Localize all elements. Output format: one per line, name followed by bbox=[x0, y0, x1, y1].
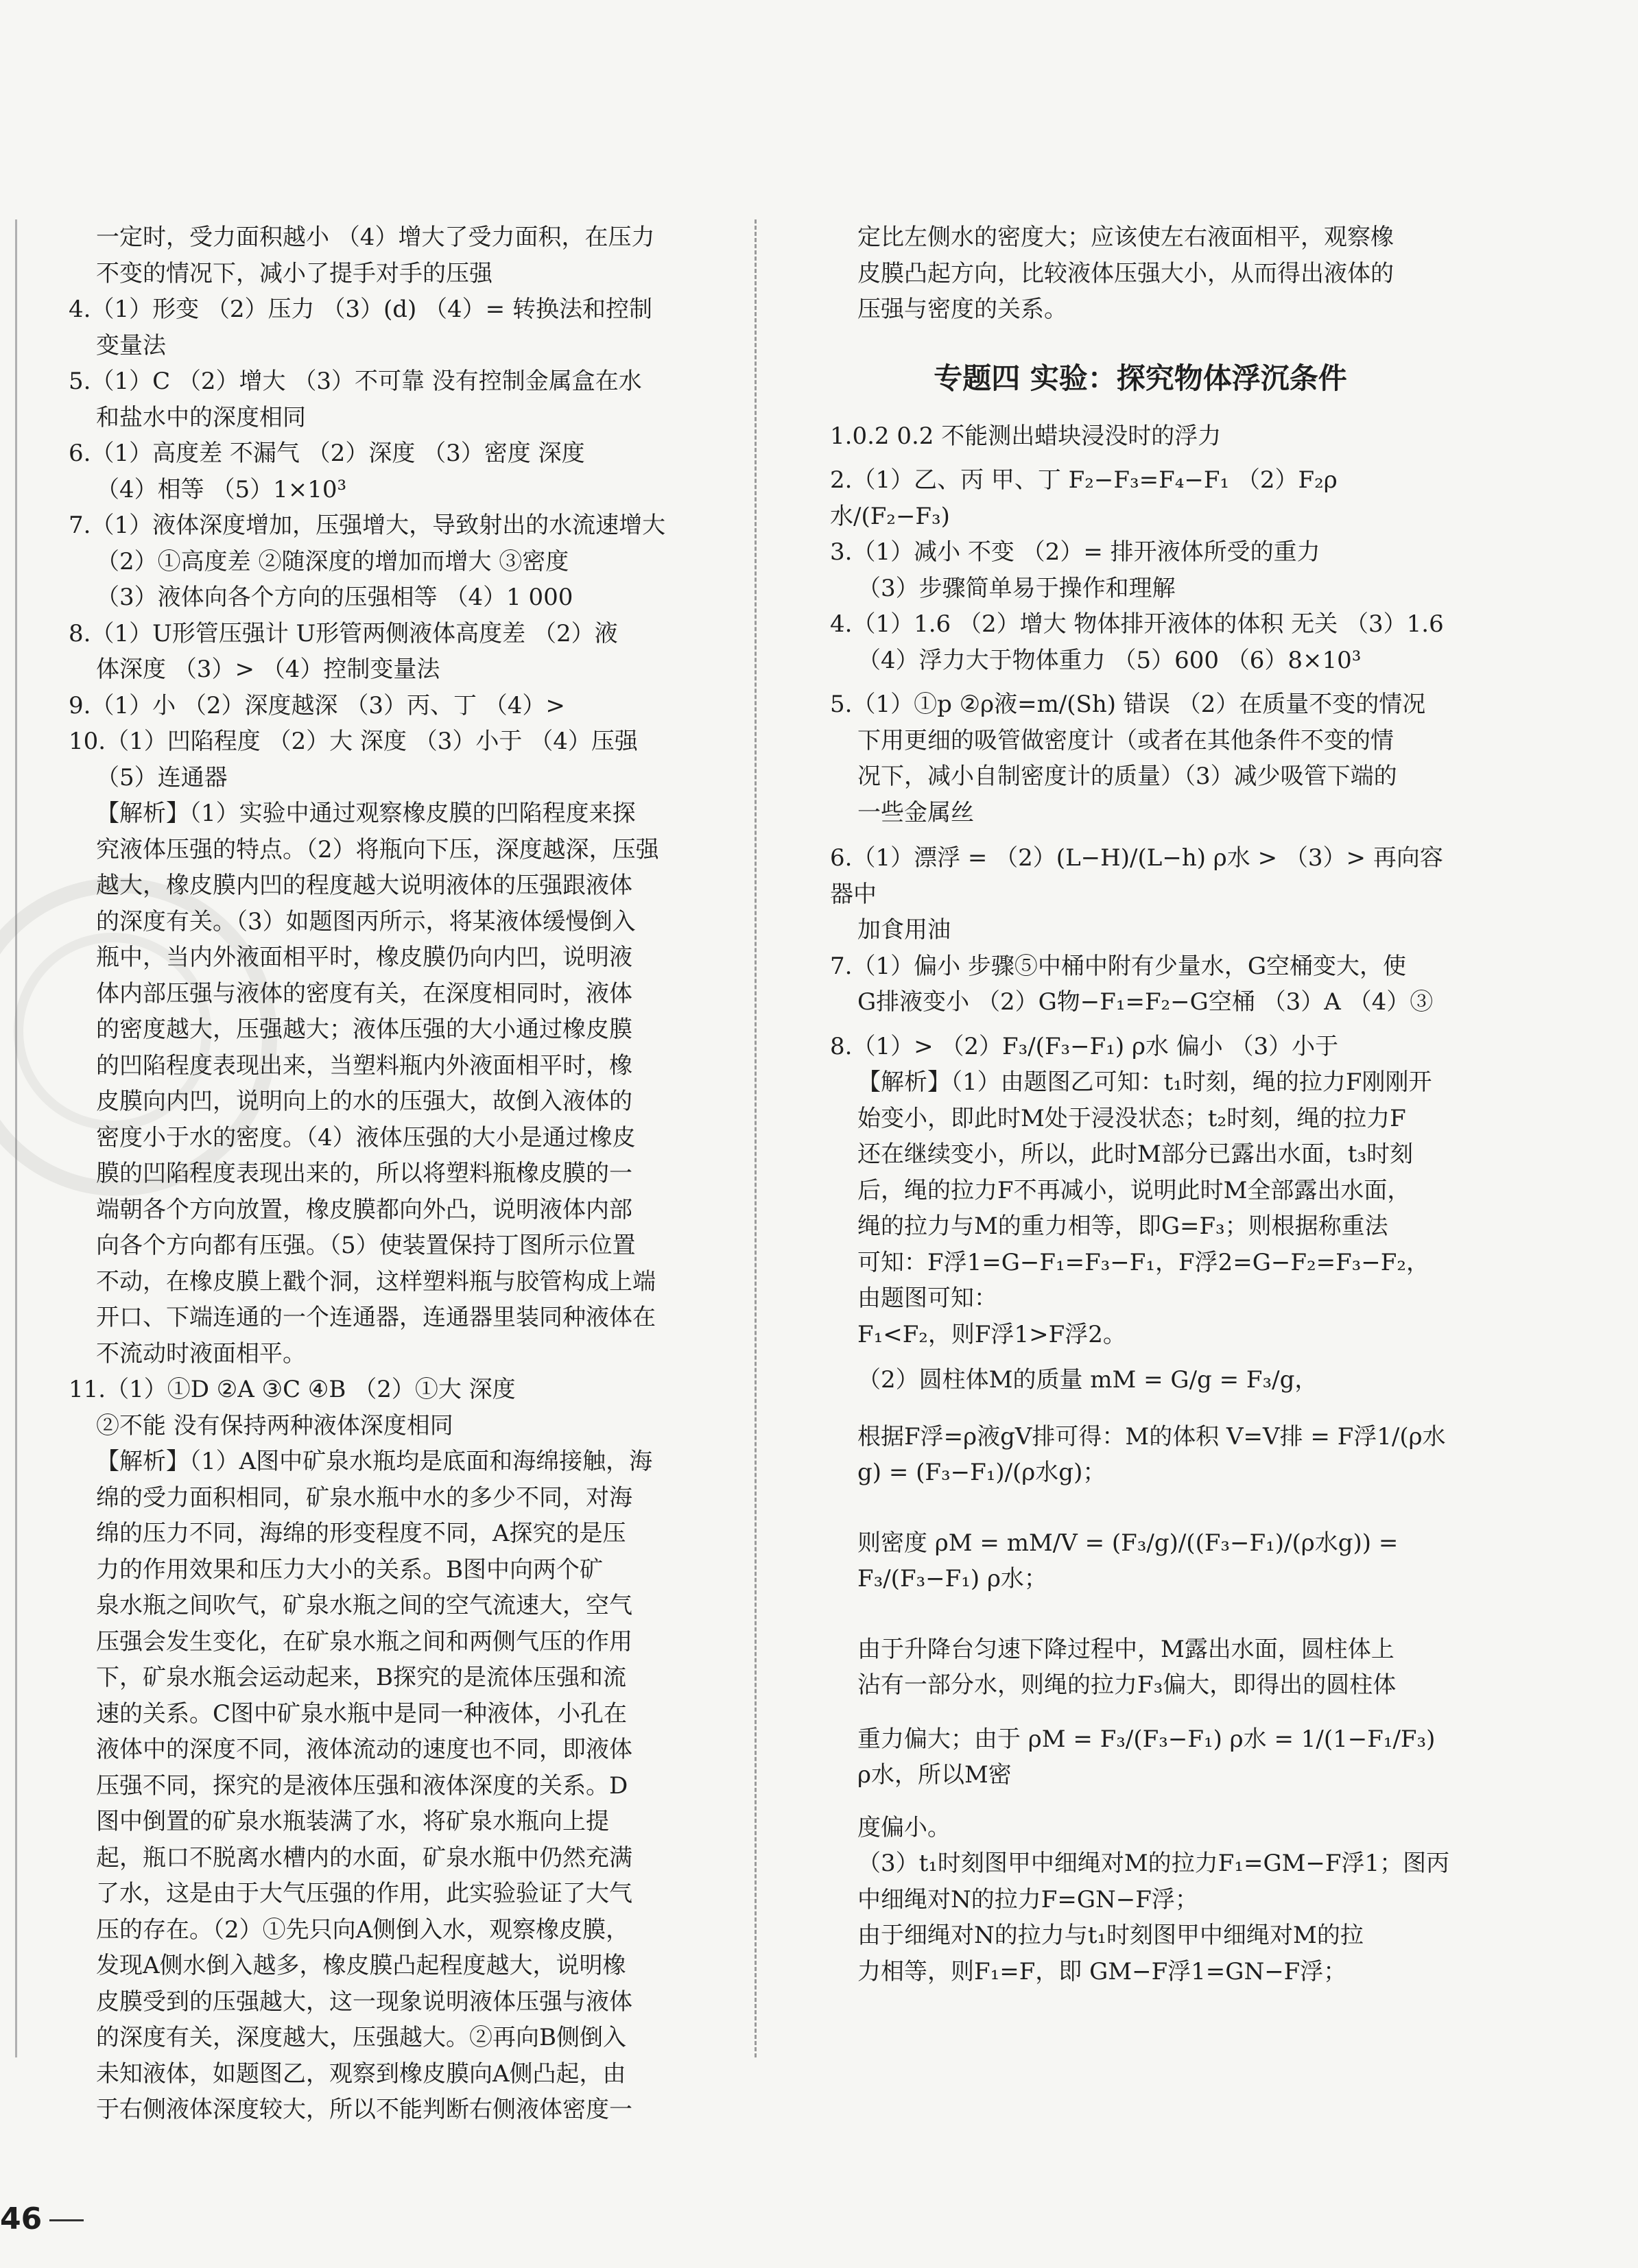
page-number-rule bbox=[49, 2219, 84, 2221]
text-line: 6.（1）漂浮 = （2）(L−H)/(L−h) ρ水 > （3）> 再向容器中 bbox=[830, 844, 1443, 908]
text-line: 根据F浮=ρ液gV排可得：M的体积 V=V排 = F浮1/(ρ水g) = (F₃−F₁)/(ρ水g)； bbox=[857, 1422, 1446, 1486]
text-line: 的密度越大，压强越大；液体压强的大小通过橡皮膜 bbox=[96, 1016, 632, 1043]
text-line: 体深度 （3）> （4）控制变量法 bbox=[96, 656, 440, 683]
text-line: （4）相等 （5）1×10³ bbox=[96, 475, 347, 503]
text-line: 不动，在橡皮膜上戳个洞，这样塑料瓶与胶管构成上端 bbox=[96, 1267, 656, 1296]
text-line: 不变的情况下，减小了提手对手的压强 bbox=[96, 259, 492, 287]
text-line: 10.（1）凹陷程度 （2）大 深度 （3）小于 （4）压强 bbox=[69, 728, 638, 755]
text-line: 【解析】（1）实验中通过观察橡皮膜的凹陷程度来探 bbox=[96, 800, 636, 827]
right-column-answers bbox=[830, 418, 1451, 1990]
text-line: 和盐水中的深度相同 bbox=[96, 403, 306, 431]
text-line: 体内部压强与液体的密度有关，在深度相同时，液体 bbox=[96, 979, 632, 1007]
text-line: 发现A侧水倒入越多，橡皮膜凸起程度越大，说明橡 bbox=[96, 1952, 626, 1979]
text-line: 况下，减小自制密度计的质量）（3）减少吸管下端的 bbox=[857, 763, 1397, 790]
text-line: 还在继续变小，所以，此时M部分已露出水面，t₃时刻 bbox=[857, 1141, 1414, 1168]
text-line: （2）圆柱体M的质量 mM = G/g = F₃/g， bbox=[857, 1366, 1318, 1394]
text-line: 变量法 bbox=[96, 331, 166, 359]
text-line: G排液变小 （2）G物−F₁=F₂−G空桶 （3）A （4）③ bbox=[857, 988, 1434, 1016]
text-line: 不流动时液面相平。 bbox=[96, 1339, 306, 1368]
text-line: （2）①高度差 ②随深度的增加而增大 ③密度 bbox=[96, 547, 569, 575]
text-line: 加食用油 bbox=[857, 916, 951, 944]
text-line: 11.（1）①D ②A ③C ④B （2）①大 深度 bbox=[69, 1376, 516, 1403]
column-divider bbox=[755, 219, 757, 2057]
text-line: 皮膜受到的压强越大，这一现象说明液体压强与液体 bbox=[96, 1988, 632, 2016]
text-line: 定比左侧水的密度大；应该使左右液面相平，观察橡 bbox=[857, 224, 1394, 251]
text-line: （5）连通器 bbox=[96, 763, 228, 791]
text-line: 始变小，即此时M处于浸没状态；t₂时刻，绳的拉力F bbox=[857, 1104, 1406, 1132]
text-line: 速的关系。C图中矿泉水瓶中是同一种液体，小孔在 bbox=[96, 1699, 628, 1728]
text-line: 5.（1）C （2）增大 （3）不可靠 没有控制金属盒在水 bbox=[69, 368, 642, 395]
text-line: 开口、下端连通的一个连通器，连通器里装同种液体在 bbox=[96, 1304, 656, 1331]
text-line: 力相等，则F₁=F，即 GM−F浮1=GN−F浮； bbox=[857, 1957, 1347, 1985]
text-line: （3）t₁时刻图甲中细绳对M的拉力F₁=GM−F浮1；图丙 bbox=[857, 1850, 1450, 1877]
text-line: ②不能 没有保持两种液体深度相同 bbox=[96, 1411, 453, 1440]
text-line: 度偏小。 bbox=[857, 1813, 951, 1841]
text-line: 压强会发生变化，在矿泉水瓶之间和两侧气压的作用 bbox=[96, 1627, 632, 1656]
text-line: 1.0.2 0.2 不能测出蜡块浸没时的浮力 bbox=[830, 422, 1222, 450]
text-line: 力的作用效果和压力大小的关系。B图中向两个矿 bbox=[96, 1555, 603, 1584]
text-line: 2.（1）乙、丙 甲、丁 F₂−F₃=F₄−F₁ （2）F₂ρ水/(F₂−F₃) bbox=[830, 466, 1338, 530]
text-line: 下用更细的吸管做密度计（或者在其他条件不变的情 bbox=[857, 726, 1394, 754]
text-line: 后，绳的拉力F不再减小，说明此时M全部露出水面， bbox=[857, 1176, 1411, 1204]
text-line: （4）浮力大于物体重力 （5）600 （6）8×10³ bbox=[857, 646, 1362, 674]
text-line: 了水，这是由于大气压强的作用，此实验验证了大气 bbox=[96, 1880, 632, 1907]
text-line: 瓶中，当内外液面相平时，橡皮膜仍向内凹，说明液 bbox=[96, 944, 632, 971]
text-line: 的深度有关，深度越大，压强越大。②再向B侧倒入 bbox=[96, 2024, 626, 2051]
text-line: 皮膜凸起方向，比较液体压强大小，从而得出液体的 bbox=[857, 259, 1394, 287]
text-line: 泉水瓶之间吹气，矿泉水瓶之间的空气流速大，空气 bbox=[96, 1592, 632, 1619]
text-line: 沾有一部分水，则绳的拉力F₃偏大，即得出的圆柱体 bbox=[857, 1671, 1397, 1699]
text-line: F₁<F₂，则F浮1>F浮2。 bbox=[857, 1320, 1126, 1348]
text-line: 压强与密度的关系。 bbox=[857, 296, 1067, 323]
text-line: 绳的拉力与M的重力相等，即G=F₃；则根据称重法 bbox=[857, 1213, 1388, 1240]
text-line: 一些金属丝 bbox=[857, 798, 974, 826]
text-line: 膜的凹陷程度表现出来的，所以将塑料瓶橡皮膜的一 bbox=[96, 1160, 632, 1187]
text-line: 中细绳对N的拉力F=GN−F浮； bbox=[857, 1885, 1198, 1913]
text-line: 液体中的深度不同，液体流动的速度也不同，即液体 bbox=[96, 1736, 632, 1763]
text-line: 的凹陷程度表现出来，当塑料瓶内外液面相平时，橡 bbox=[96, 1051, 632, 1079]
text-line: 8.（1）> （2）F₃/(F₃−F₁) ρ水 偏小 （3）小于 bbox=[830, 1032, 1339, 1060]
text-line: 【解析】（1）由题图乙可知：t₁时刻，绳的拉力F刚刚开 bbox=[857, 1069, 1432, 1096]
text-line: 5.（1）①p ②ρ液=m/(Sh) 错误 （2）在质量不变的情况 bbox=[830, 691, 1426, 718]
text-line: 4.（1）形变 （2）压力 （3）(d) （4）= 转换法和控制 bbox=[69, 296, 652, 323]
text-line: 由于细绳对N的拉力与t₁时刻图甲中细绳对M的拉 bbox=[857, 1922, 1364, 1949]
text-line: 9.（1）小 （2）深度越深 （3）丙、丁 （4）> bbox=[69, 691, 565, 719]
text-line: 重力偏大；由于 ρM = F₃/(F₃−F₁) ρ水 = 1/(1−F₁/F₃) ρ水，所以M密 bbox=[857, 1725, 1443, 1789]
text-line: 7.（1）偏小 步骤⑤中桶中附有少量水，G空桶变大，使 bbox=[830, 952, 1407, 980]
text-line: 下，矿泉水瓶会运动起来，B探究的是流体压强和流 bbox=[96, 1664, 626, 1691]
text-line: 6.（1）高度差 不漏气 （2）深度 （3）密度 深度 bbox=[69, 440, 585, 467]
text-line: 4.（1）1.6 （2）增大 物体排开液体的体积 无关 （3）1.6 bbox=[830, 610, 1444, 638]
text-line: 绵的压力不同，海绵的形变程度不同，A探究的是压 bbox=[96, 1520, 626, 1547]
text-line: 8.（1）U形管压强计 U形管两侧液体高度差 （2）液 bbox=[69, 619, 618, 647]
text-line: （3）液体向各个方向的压强相等 （4）1 000 bbox=[96, 584, 573, 611]
text-line: 压强不同，探究的是液体压强和液体深度的关系。D bbox=[96, 1771, 628, 1800]
right-column-continuation bbox=[830, 219, 1451, 328]
text-line: 【解析】（1）A图中矿泉水瓶均是底面和海绵接触，海 bbox=[96, 1448, 653, 1475]
text-line: 绵的受力面积相同，矿泉水瓶中水的多少不同，对海 bbox=[96, 1483, 632, 1512]
section-heading: 专题四 实验：探究物体浮沉条件 bbox=[934, 361, 1347, 395]
text-line: 密度小于水的密度。（4）液体压强的大小是通过橡皮 bbox=[96, 1123, 636, 1151]
text-line: 图中倒置的矿泉水瓶装满了水，将矿泉水瓶向上提 bbox=[96, 1808, 609, 1835]
text-line: 端朝各个方向放置，橡皮膜都向外凸，说明液体内部 bbox=[96, 1195, 632, 1223]
text-line: （3）步骤简单易于操作和理解 bbox=[857, 574, 1176, 602]
left-column bbox=[69, 219, 703, 2128]
text-line: 压的存在。（2）①先只向A侧倒入水，观察橡皮膜， bbox=[96, 1915, 630, 1944]
text-line: 一定时，受力面积越小 （4）增大了受力面积，在压力 bbox=[96, 224, 655, 251]
text-line: 未知液体，如题图乙，观察到橡皮膜向A侧凸起，由 bbox=[96, 2060, 626, 2088]
text-line: 向各个方向都有压强。（5）使装置保持丁图所示位置 bbox=[96, 1232, 636, 1259]
text-line: 起，瓶口不脱离水槽内的水面，矿泉水瓶中仍然充满 bbox=[96, 1843, 632, 1872]
text-line: 3.（1）减小 不变 （2）= 排开液体所受的重力 bbox=[830, 538, 1320, 566]
right-column bbox=[830, 219, 1451, 1990]
text-line: 的深度有关。（3）如题图丙所示，将某液体缓慢倒入 bbox=[96, 907, 636, 935]
text-line: 究液体压强的特点。（2）将瓶向下压，深度越深，压强 bbox=[96, 835, 659, 863]
text-line: 于右侧液体深度较大，所以不能判断右侧液体密度一 bbox=[96, 2096, 632, 2123]
text-line: 越大，橡皮膜内凹的程度越大说明液体的压强跟液体 bbox=[96, 872, 632, 899]
text-line: 皮膜向内凹，说明向上的水的压强大，故倒入液体的 bbox=[96, 1088, 632, 1115]
page-number: 46 bbox=[0, 2201, 43, 2236]
text-line: 7.（1）液体深度增加，压强增大，导致射出的水流速增大 bbox=[69, 512, 666, 539]
text-line: 由于升降台匀速下降过程中，M露出水面，圆柱体上 bbox=[857, 1635, 1394, 1663]
text-line: 则密度 ρM = mM/V = (F₃/g)/((F₃−F₁)/(ρ水g)) = F₃/(F₃−F₁) ρ水； bbox=[857, 1529, 1406, 1592]
text-line: 可知：F浮1=G−F₁=F₃−F₁，F浮2=G−F₂=F₃−F₂，由题图可知： bbox=[857, 1248, 1429, 1312]
